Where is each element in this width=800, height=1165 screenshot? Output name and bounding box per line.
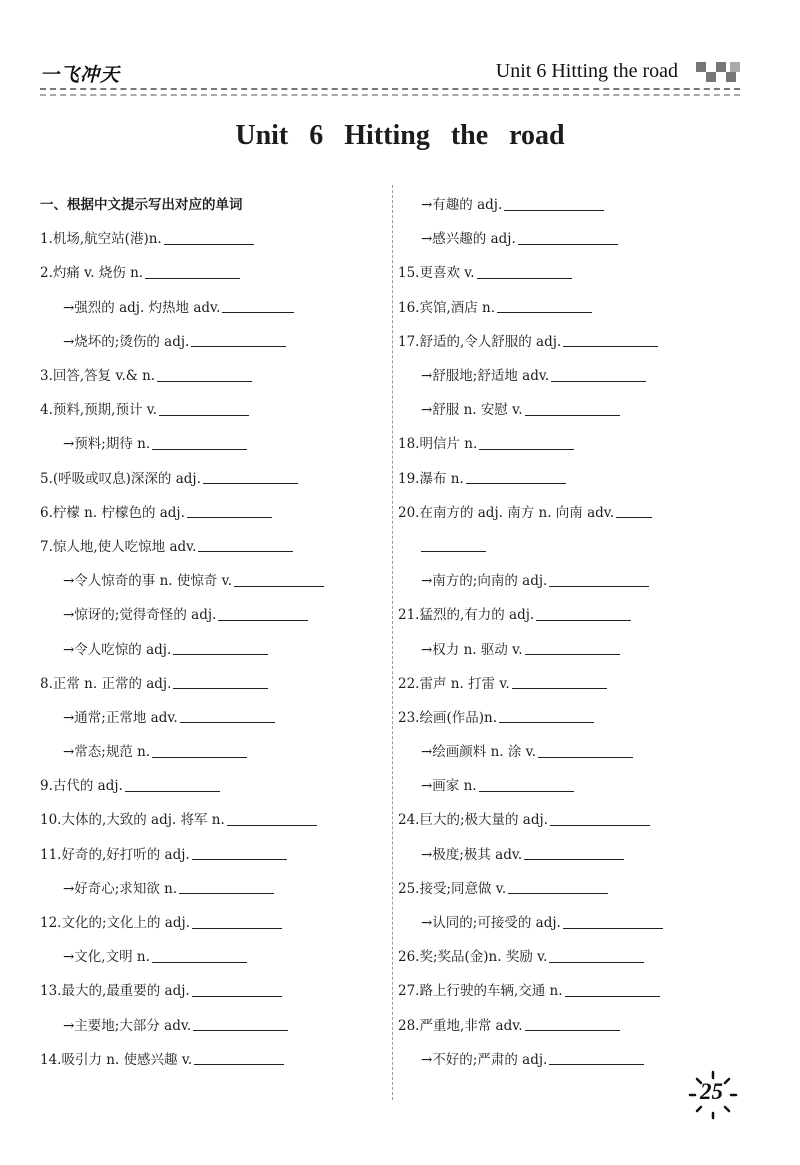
list-item	[40, 220, 388, 254]
answer-blank[interactable]	[499, 708, 594, 723]
item-text: →烧坏的;烫伤的 adj.	[63, 333, 190, 350]
list-item	[40, 938, 388, 972]
list-item	[398, 767, 743, 801]
list-item	[398, 596, 743, 630]
list-item	[40, 562, 388, 596]
answer-blank[interactable]	[192, 845, 287, 860]
item-text: →主要地;大部分 adv.	[63, 1017, 192, 1034]
answer-blank[interactable]	[198, 537, 293, 552]
answer-blank[interactable]	[157, 367, 252, 382]
list-item	[40, 391, 388, 425]
answer-blank[interactable]	[159, 401, 249, 416]
list-item	[40, 665, 388, 699]
list-item	[40, 836, 388, 870]
list-item	[40, 254, 388, 288]
list-item	[40, 972, 388, 1006]
answer-blank[interactable]	[125, 777, 220, 792]
item-text: 6.柠檬 n. 柠檬色的 adj.	[40, 504, 185, 521]
page-header	[40, 58, 740, 98]
answer-blank[interactable]	[191, 332, 286, 347]
answer-blank[interactable]	[479, 777, 574, 792]
page-number: 25	[700, 1079, 723, 1104]
brand-logo: 一飞冲天	[40, 64, 121, 86]
list-item	[40, 630, 388, 664]
item-text: 27.路上行驶的车辆,交通 n.	[398, 983, 563, 1000]
answer-blank[interactable]	[549, 572, 649, 587]
list-item	[40, 870, 388, 904]
list-item	[398, 562, 743, 596]
item-text: 14.吸引力 n. 使感兴趣 v.	[40, 1051, 193, 1068]
answer-blank[interactable]	[563, 332, 658, 347]
item-text: →常态;规范 n.	[63, 744, 151, 761]
section-heading-text: 一、根据中文提示写出对应的单词	[40, 197, 243, 214]
item-text: →舒服 n. 安慰 v.	[421, 402, 523, 419]
item-text: 4.预料,预期,预计 v.	[40, 402, 158, 419]
answer-blank[interactable]	[222, 298, 294, 313]
list-item	[398, 699, 743, 733]
list-item	[40, 767, 388, 801]
list-item	[398, 630, 743, 664]
answer-blank[interactable]	[173, 674, 268, 689]
answer-blank[interactable]	[504, 196, 604, 211]
item-text: →绘画颜料 n. 涂 v.	[421, 744, 536, 761]
answer-blank[interactable]	[508, 879, 608, 894]
item-text: 28.严重地,非常 adv.	[398, 1017, 523, 1034]
list-item	[398, 323, 743, 357]
list-item	[398, 733, 743, 767]
header-rule	[40, 88, 740, 90]
item-text: →文化,文明 n.	[63, 949, 150, 966]
item-text: 25.接受;同意做 v.	[398, 880, 507, 897]
list-item	[40, 289, 388, 323]
item-text: 2.灼痛 v. 烧伤 n.	[40, 265, 144, 282]
item-text: →极度;极其 adv.	[421, 846, 523, 863]
list-item	[398, 1007, 743, 1041]
answer-blank[interactable]	[538, 743, 633, 758]
list-item	[40, 323, 388, 357]
item-text: →权力 n. 驱动 v.	[421, 641, 523, 658]
section-heading	[40, 186, 388, 220]
item-text: →预料;期待 n.	[63, 436, 151, 453]
item-text: 22.雷声 n. 打雷 v.	[398, 675, 510, 692]
item-text: →舒服地;舒适地 adv.	[421, 368, 550, 385]
answer-blank[interactable]	[193, 1016, 288, 1031]
list-item	[40, 528, 388, 562]
column-divider	[392, 185, 393, 1100]
checker-decoration-icon	[696, 62, 740, 86]
item-text: →认同的;可接受的 adj.	[421, 915, 561, 932]
list-item	[40, 494, 388, 528]
answer-blank[interactable]	[563, 914, 663, 929]
answer-blank[interactable]	[421, 537, 486, 552]
answer-blank[interactable]	[227, 811, 317, 826]
list-item	[40, 357, 388, 391]
item-text: 9.古代的 adj.	[40, 778, 123, 795]
list-item-continuation	[398, 528, 743, 562]
item-text: 19.瀑布 n.	[398, 470, 464, 487]
list-item	[40, 733, 388, 767]
answer-blank[interactable]	[512, 674, 607, 689]
list-item	[398, 391, 743, 425]
answer-blank[interactable]	[536, 606, 631, 621]
answer-blank[interactable]	[477, 264, 572, 279]
item-text: →南方的;向南的 adj.	[421, 573, 548, 590]
answer-blank[interactable]	[525, 401, 620, 416]
left-column	[40, 186, 388, 1075]
answer-blank[interactable]	[152, 743, 247, 758]
item-text: 24.巨大的;极大量的 adj.	[398, 812, 548, 829]
answer-blank[interactable]	[565, 982, 660, 997]
list-item	[40, 699, 388, 733]
answer-blank[interactable]	[549, 948, 644, 963]
answer-blank[interactable]	[550, 811, 650, 826]
item-text: 3.回答,答复 v.& n.	[40, 368, 156, 385]
answer-blank[interactable]	[145, 264, 240, 279]
list-item	[40, 596, 388, 630]
item-text: 26.奖;奖品(金)n. 奖励 v.	[398, 949, 548, 966]
header-rule-secondary	[40, 94, 740, 96]
item-text: →强烈的 adj. 灼热地 adv.	[63, 299, 221, 316]
list-item	[40, 1041, 388, 1075]
item-text: →画家 n.	[421, 778, 477, 795]
list-item	[40, 801, 388, 835]
item-text: →不好的;严肃的 adj.	[421, 1051, 548, 1068]
answer-blank[interactable]	[152, 948, 247, 963]
item-text: 8.正常 n. 正常的 adj.	[40, 675, 172, 692]
item-text: 18.明信片 n.	[398, 436, 478, 453]
item-text: 13.最大的,最重要的 adj.	[40, 983, 190, 1000]
item-text: 16.宾馆,酒店 n.	[398, 299, 496, 316]
header-unit-title: Unit 6 Hitting the road	[495, 60, 678, 82]
item-text: 15.更喜欢 v.	[398, 265, 475, 282]
answer-blank[interactable]	[518, 230, 618, 245]
item-text: 11.好奇的,好打听的 adj.	[40, 846, 190, 863]
answer-blank[interactable]	[203, 469, 298, 484]
answer-blank[interactable]	[466, 469, 566, 484]
item-text: 1.机场,航空站(港)n.	[40, 231, 162, 248]
list-item	[398, 289, 743, 323]
answer-blank[interactable]	[164, 230, 254, 245]
item-text: 12.文化的;文化上的 adj.	[40, 915, 190, 932]
list-item	[398, 254, 743, 288]
answer-blank[interactable]	[525, 640, 620, 655]
item-text: 21.猛烈的,有力的 adj.	[398, 607, 535, 624]
item-text: 20.在南方的 adj. 南方 n. 向南 adv.	[398, 504, 615, 521]
list-item	[398, 460, 743, 494]
item-text: →令人惊奇的事 n. 使惊奇 v.	[63, 573, 232, 590]
list-item	[40, 1007, 388, 1041]
item-text: 17.舒适的,令人舒服的 adj.	[398, 333, 562, 350]
answer-blank[interactable]	[180, 708, 275, 723]
list-item	[40, 460, 388, 494]
list-item	[398, 938, 743, 972]
list-item	[398, 904, 743, 938]
answer-blank[interactable]	[234, 572, 324, 587]
answer-blank[interactable]	[479, 435, 574, 450]
item-text: →通常;正常地 adv.	[63, 709, 178, 726]
list-item	[398, 357, 743, 391]
list-item	[398, 665, 743, 699]
list-item	[398, 870, 743, 904]
item-text: 23.绘画(作品)n.	[398, 709, 497, 726]
item-text: 10.大体的,大致的 adj. 将军 n.	[40, 812, 225, 829]
answer-blank[interactable]	[524, 845, 624, 860]
list-item	[398, 836, 743, 870]
list-item	[398, 972, 743, 1006]
item-text: →感兴趣的 adj.	[421, 231, 516, 248]
list-item	[398, 220, 743, 254]
page-title: Unit 6 Hitting the road	[235, 120, 565, 151]
list-item	[398, 494, 743, 528]
list-item	[40, 425, 388, 459]
answer-blank[interactable]	[218, 606, 308, 621]
list-item	[398, 425, 743, 459]
page-number-badge	[688, 1070, 738, 1120]
answer-blank[interactable]	[179, 879, 274, 894]
answer-blank[interactable]	[549, 1050, 644, 1065]
answer-blank[interactable]	[152, 435, 247, 450]
item-text: →有趣的 adj.	[421, 197, 503, 214]
answer-blank[interactable]	[497, 298, 592, 313]
item-text: →令人吃惊的 adj.	[63, 641, 172, 658]
item-text: 5.(呼吸或叹息)深深的 adj.	[40, 470, 201, 487]
answer-blank[interactable]	[525, 1016, 620, 1031]
list-item	[398, 186, 743, 220]
item-text: →好奇心;求知欲 n.	[63, 880, 178, 897]
item-text: 7.惊人地,使人吃惊地 adv.	[40, 538, 197, 555]
right-column	[398, 186, 743, 1075]
answer-blank[interactable]	[194, 1050, 284, 1065]
answer-blank[interactable]	[192, 914, 282, 929]
answer-blank[interactable]	[187, 503, 272, 518]
item-text: →惊讶的;觉得奇怪的 adj.	[63, 607, 217, 624]
list-item	[40, 904, 388, 938]
answer-blank[interactable]	[551, 367, 646, 382]
answer-blank[interactable]	[173, 640, 268, 655]
list-item	[398, 801, 743, 835]
answer-blank[interactable]	[616, 503, 652, 518]
answer-blank[interactable]	[192, 982, 282, 997]
